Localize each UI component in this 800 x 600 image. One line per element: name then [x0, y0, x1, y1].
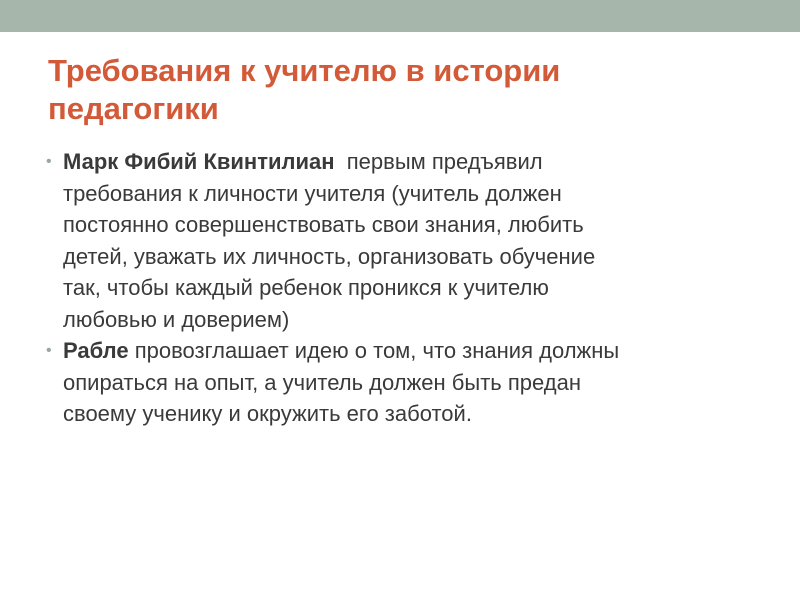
bullet-text-line: любовью и доверием): [63, 306, 290, 332]
top-accent-bar: [0, 0, 800, 32]
bullet-list: [46, 146, 746, 430]
slide-title: [48, 52, 748, 128]
bullet-text-line: детей, уважать их личность, организовать обучение: [63, 243, 596, 269]
bullet-text-line: постоянно совершенствовать свои знания, любить: [63, 212, 584, 237]
bullet-item-quintilian: [46, 146, 746, 335]
bullet-text-line: своему ученику и окружить его заботой.: [63, 401, 472, 426]
bullet-first-line: [63, 335, 746, 367]
bullet-text: провозглашает идею о том, что знания должны: [128, 338, 620, 363]
bullet-text-line: так, чтобы каждый ребенок проникся к учителю: [63, 275, 549, 300]
bullet-first-line: [63, 146, 746, 178]
bullet-text-line: опираться на опыт, а учитель должен быть предан: [63, 369, 581, 395]
bullet-text-line: требования к личности учителя (учитель должен: [63, 180, 562, 206]
slide-title-line-1: Требования к учителю в истории: [48, 53, 561, 88]
bullet-icon: •: [46, 153, 52, 170]
bullet-item-rabelais: [46, 335, 746, 430]
bullet-name-rabelais: Рабле: [63, 338, 129, 363]
slide-title-line-2: педагогики: [48, 91, 219, 126]
bullet-text: первым предъявил: [334, 149, 543, 174]
bullet-name-quintilian: Марк Фибий Квинтилиан: [63, 149, 335, 174]
bullet-icon: •: [46, 342, 52, 359]
